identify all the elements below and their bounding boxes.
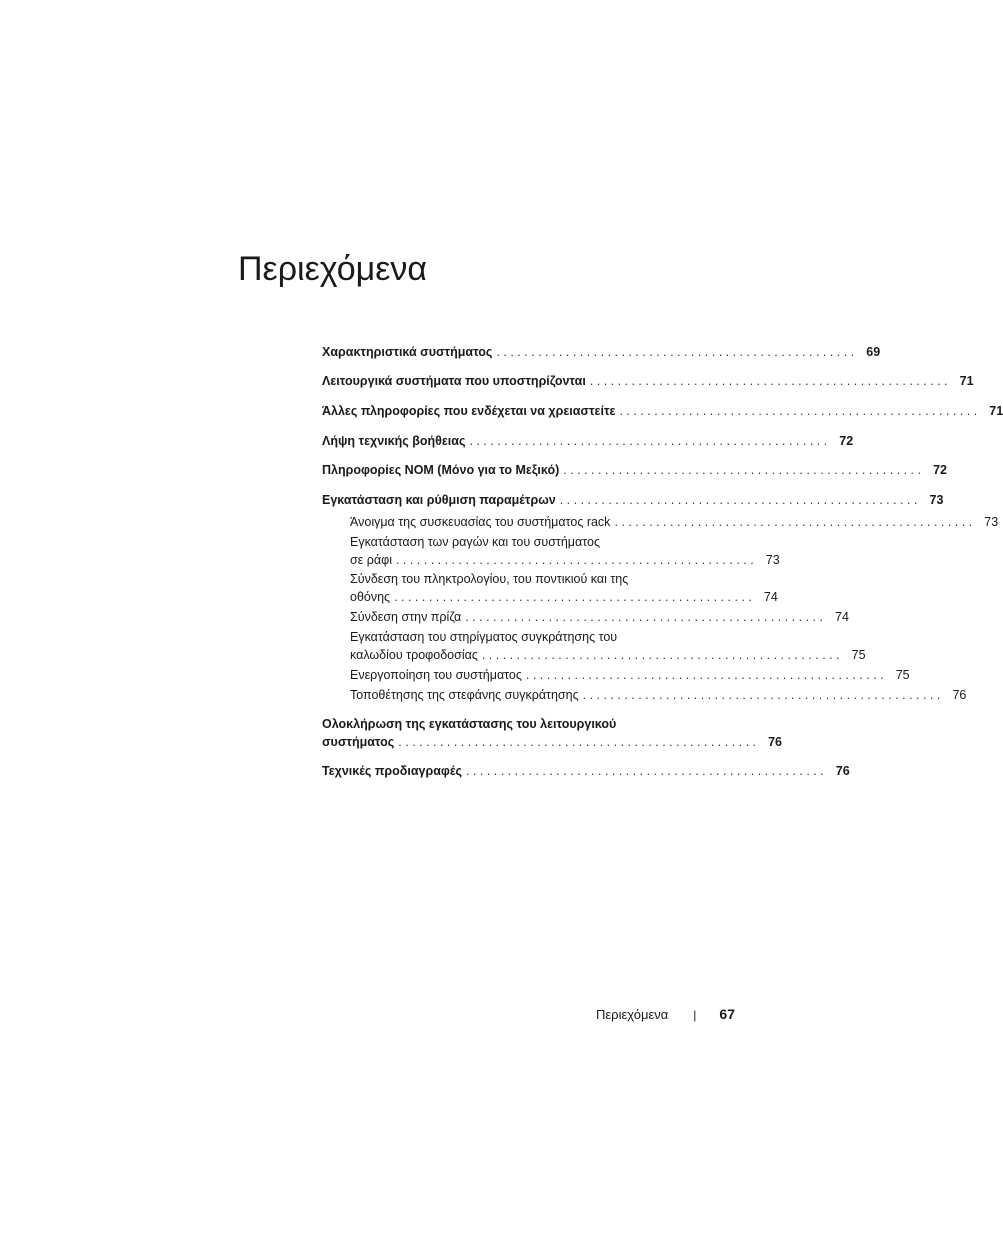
toc-subentry-keyboard-connection[interactable]	[350, 571, 778, 606]
toc-entry-text-line1: Εγκατάσταση των ραγών και του συστήματος	[350, 535, 600, 549]
dot-leader: . . . . . . . . . . . . . . . . . . . . . . . . . . . . . . . . . . . . . . . . . . . . . . . . . . . .	[582, 688, 941, 702]
dot-leader: . . . . . . . . . . . . . . . . . . . . . . . . . . . . . . . . . . . . . . . . . . . . . . . . . . . .	[465, 610, 823, 624]
toc-entry-installation-setup[interactable]	[322, 492, 944, 509]
toc-entry-text: Τεχνικές προδιαγραφές	[322, 764, 462, 778]
toc-page-number: 71	[989, 404, 1003, 418]
dot-leader: . . . . . . . . . . . . . . . . . . . . . . . . . . . . . . . . . . . . . . . . . . . . . . . . . . . .	[589, 374, 948, 388]
dot-leader: . . . . . . . . . . . . . . . . . . . . . . . . . . . . . . . . . . . . . . . . . . . . . . . . . . . .	[481, 648, 840, 662]
toc-entry-technical-help[interactable]	[322, 433, 854, 450]
dot-leader: . . . . . . . . . . . . . . . . . . . . . . . . . . . . . . . . . . . . . . . . . . . . . . . . . . . .	[525, 668, 884, 682]
toc-page-number: 73	[929, 493, 944, 507]
toc-entry-text-line1: Σύνδεση του πληκτρολογίου, του ποντικιού και της	[350, 572, 629, 586]
toc-entry-text: Εγκατάσταση και ρύθμιση παραμέτρων	[322, 493, 556, 507]
page-title: Περιεχόμενα	[238, 250, 428, 288]
dot-leader: . . . . . . . . . . . . . . . . . . . . . . . . . . . . . . . . . . . . . . . . . . . . . . . . . . . .	[496, 345, 855, 359]
toc-page-number: 73	[765, 553, 780, 567]
toc-page-number: 76	[952, 688, 967, 702]
toc-entry-supported-os[interactable]	[322, 373, 974, 390]
toc-subentry-rails-install[interactable]	[350, 534, 780, 569]
toc-entry-text: καλωδίου τροφοδοσίας	[350, 648, 478, 662]
dot-leader: . . . . . . . . . . . . . . . . . . . . . . . . . . . . . . . . . . . . . . . . . . . . . . . . . . . .	[559, 493, 918, 507]
dot-leader: . . . . . . . . . . . . . . . . . . . . . . . . . . . . . . . . . . . . . . . . . . . . . . . . . . . .	[465, 764, 824, 778]
footer-separator: |	[693, 1008, 697, 1022]
toc-entry-text: Τοποθέτησης της στεφάνης συγκράτησης	[350, 688, 579, 702]
dot-leader: . . . . . . . . . . . . . . . . . . . . . . . . . . . . . . . . . . . . . . . . . . . . . . . . . . . .	[619, 404, 978, 418]
toc-entry-technical-specs[interactable]	[322, 763, 850, 780]
toc-entry-text: Λειτουργικά συστήματα που υποστηρίζονται	[322, 374, 586, 388]
toc-page-number: 74	[835, 610, 849, 624]
toc-entry-text-line1: Εγκατάσταση του στηρίγματος συγκράτησης του	[350, 630, 618, 644]
toc-subentry-bezel[interactable]	[350, 687, 967, 704]
toc-entry-system-features[interactable]	[322, 344, 881, 361]
toc-entry-text: σε ράφι	[350, 553, 392, 567]
toc-entry-text: Ενεργοποίηση του συστήματος	[350, 668, 522, 682]
toc-entry-nom-info[interactable]	[322, 462, 947, 479]
toc-entry-text-line1: Ολοκλήρωση της εγκατάστασης του λειτουργικού	[322, 717, 617, 731]
dot-leader: . . . . . . . . . . . . . . . . . . . . . . . . . . . . . . . . . . . . . . . . . . . . . . . . . . . .	[398, 735, 757, 749]
toc-entry-text: Λήψη τεχνικής βοήθειας	[322, 434, 466, 448]
toc-entry-text: Σύνδεση στην πρίζα	[350, 610, 462, 624]
page-footer	[596, 1006, 735, 1022]
dot-leader: . . . . . . . . . . . . . . . . . . . . . . . . . . . . . . . . . . . . . . . . . . . . . . . . . . . .	[395, 553, 754, 567]
toc-page-number: 76	[835, 764, 850, 778]
toc-page-number: 72	[933, 463, 947, 477]
toc-page-number: 76	[768, 735, 783, 749]
toc-subentry-cable-bracket[interactable]	[350, 629, 866, 664]
toc-entry-text: Άλλες πληροφορίες που ενδέχεται να χρειαστείτε	[322, 404, 616, 418]
toc-entry-other-info[interactable]	[322, 403, 1003, 420]
toc-entry-text: Άνοιγμα της συσκευασίας του συστήματος rack	[350, 515, 611, 529]
toc-entry-text: συστήματος	[322, 735, 395, 749]
toc-page-number: 72	[839, 434, 854, 448]
dot-leader: . . . . . . . . . . . . . . . . . . . . . . . . . . . . . . . . . . . . . . . . . . . . . . . . . . . .	[394, 590, 752, 604]
toc-subentry-power-on[interactable]	[350, 667, 910, 684]
toc-page-number: 75	[851, 648, 866, 662]
toc-entry-text: Χαρακτηριστικά συστήματος	[322, 345, 493, 359]
toc-subentry-power-connection[interactable]	[350, 609, 849, 626]
footer-page-number: 67	[719, 1006, 735, 1022]
toc-entry-os-completion[interactable]	[322, 716, 783, 751]
footer-section-title: Περιεχόμενα	[596, 1007, 669, 1022]
toc-entry-text: οθόνης	[350, 590, 391, 604]
dot-leader: . . . . . . . . . . . . . . . . . . . . . . . . . . . . . . . . . . . . . . . . . . . . . . . . . . . .	[614, 515, 973, 529]
toc-page-number: 73	[984, 515, 999, 529]
toc-subentry-unpacking[interactable]	[350, 514, 999, 531]
toc-page-number: 75	[895, 668, 910, 682]
dot-leader: . . . . . . . . . . . . . . . . . . . . . . . . . . . . . . . . . . . . . . . . . . . . . . . . . . . .	[563, 463, 921, 477]
toc-page-number: 69	[866, 345, 881, 359]
toc-entry-text: Πληροφορίες NOM (Μόνο για το Μεξικό)	[322, 463, 560, 477]
toc-page-number: 74	[763, 590, 778, 604]
dot-leader: . . . . . . . . . . . . . . . . . . . . . . . . . . . . . . . . . . . . . . . . . . . . . . . . . . . .	[469, 434, 828, 448]
toc-page-number: 71	[959, 374, 974, 388]
